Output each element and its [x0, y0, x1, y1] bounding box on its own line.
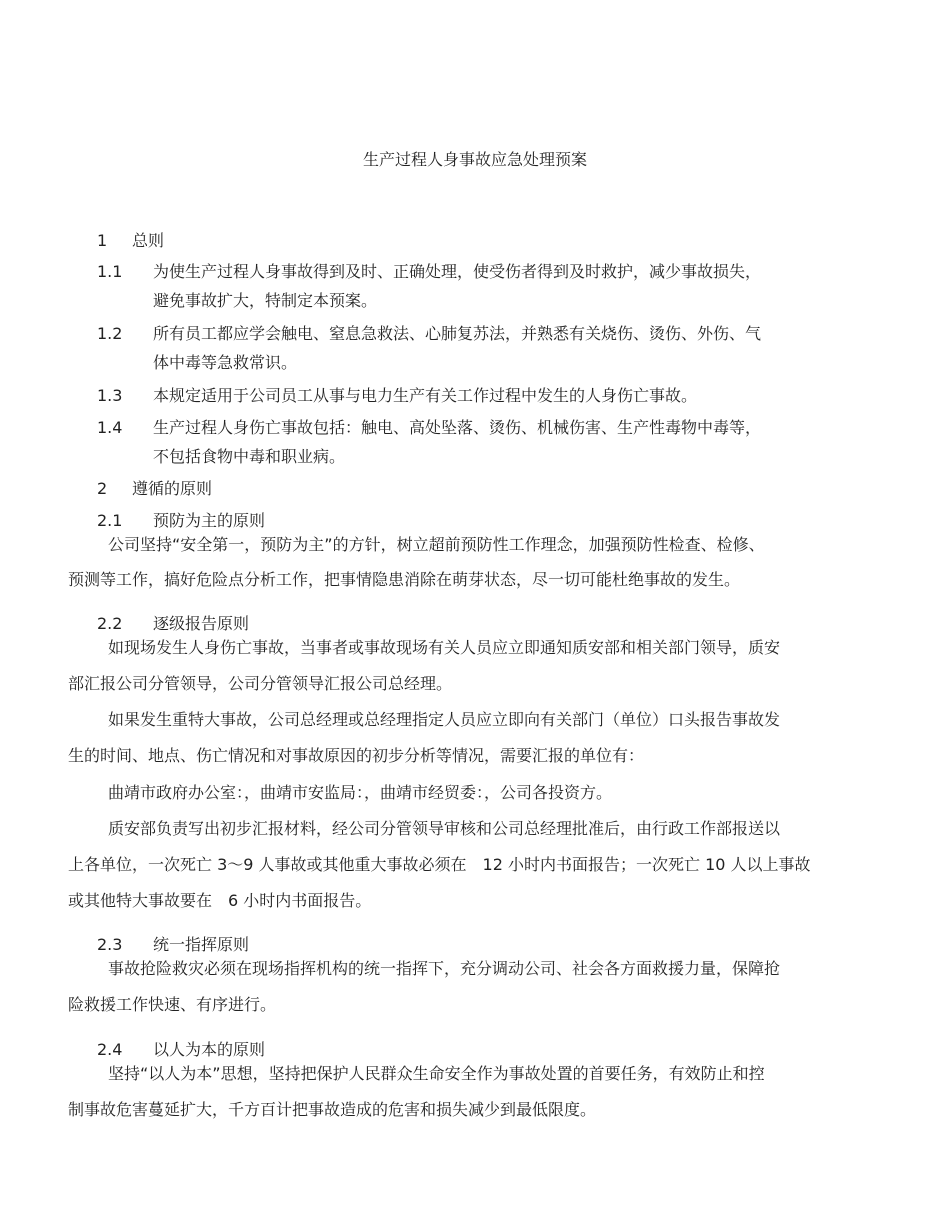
section-number: 1 [97, 231, 108, 250]
paragraph-line: 上各单位，一次死亡 3～9 人事故或其他重大事故必须在 12 小时内书面报告；一次死亡 10 人以上事故 [68, 855, 811, 874]
clause-heading: 逐级报告原则 [153, 614, 250, 633]
clause-number: 1.3 [97, 386, 123, 405]
paragraph-line: 险救援工作快速、有序进行。 [68, 995, 277, 1014]
section-heading: 遵循的原则 [132, 479, 213, 498]
clause-text: 不包括食物中毒和职业病。 [153, 447, 346, 466]
clause-number: 2.2 [97, 614, 123, 633]
clause-number: 1.1 [97, 262, 123, 281]
clause-text: 体中毒等急救常识。 [153, 353, 298, 372]
paragraph-line: 预测等工作，搞好危险点分析工作，把事情隐患消除在萌芽状态，尽一切可能杜绝事故的发生。 [68, 570, 741, 589]
section-number: 2 [97, 479, 108, 498]
paragraph-line: 或其他特大事故要在 6 小时内书面报告。 [68, 891, 372, 910]
paragraph-line: 部汇报公司分管领导，公司分管领导汇报公司总经理。 [68, 674, 453, 693]
paragraph-line: 事故抢险救灾必须在现场指挥机构的统一指挥下，充分调动公司、社会各方面救援力量，保障抢 [108, 959, 781, 978]
clause-heading: 预防为主的原则 [153, 511, 266, 530]
clause-number: 1.4 [97, 418, 123, 437]
paragraph-line: 生的时间、地点、伤亡情况和对事故原因的初步分析等情况，需要汇报的单位有： [68, 746, 645, 765]
document-title: 生产过程人身事故应急处理预案 [362, 150, 587, 169]
paragraph-line: 如果发生重特大事故，公司总经理或总经理指定人员应立即向有关部门（单位）口头报告事故发 [108, 710, 781, 729]
paragraph-line: 公司坚持“安全第一，预防为主”的方针，树立超前预防性工作理念，加强预防性检查、检修、 [108, 535, 765, 554]
clause-text: 避免事故扩大，特制定本预案。 [153, 291, 378, 310]
clause-number: 2.3 [97, 935, 123, 954]
clause-heading: 以人为本的原则 [153, 1040, 266, 1059]
clause-text: 生产过程人身伤亡事故包括：触电、高处坠落、烫伤、机械伤害、生产性毒物中毒等， [153, 418, 762, 437]
paragraph-line: 如现场发生人身伤亡事故，当事者或事故现场有关人员应立即通知质安部和相关部门领导，质安 [108, 638, 781, 657]
clause-text: 所有员工都应学会触电、窒息急救法、心肺复苏法，并熟悉有关烧伤、烫伤、外伤、气 [153, 324, 762, 343]
section-heading: 总则 [132, 231, 165, 250]
clause-text: 为使生产过程人身事故得到及时、正确处理，使受伤者得到及时救护，减少事故损失， [153, 262, 762, 281]
clause-number: 1.2 [97, 324, 123, 343]
clause-text: 本规定适用于公司员工从事与电力生产有关工作过程中发生的人身伤亡事故。 [153, 386, 698, 405]
paragraph-line: 曲靖市政府办公室：，曲靖市安监局：，曲靖市经贸委：，公司各投资方。 [108, 783, 613, 802]
paragraph-line: 制事故危害蔓延扩大，千方百计把事故造成的危害和损失减少到最低限度。 [68, 1100, 597, 1119]
clause-number: 2.4 [97, 1040, 123, 1059]
clause-number: 2.1 [97, 511, 123, 530]
clause-heading: 统一指挥原则 [153, 935, 250, 954]
paragraph-line: 质安部负责写出初步汇报材料，经公司分管领导审核和公司总经理批准后，由行政工作部报送以 [108, 819, 781, 838]
paragraph-line: 坚持“以人为本”思想，坚持把保护人民群众生命安全作为事故处置的首要任务，有效防止和控 [108, 1064, 765, 1083]
